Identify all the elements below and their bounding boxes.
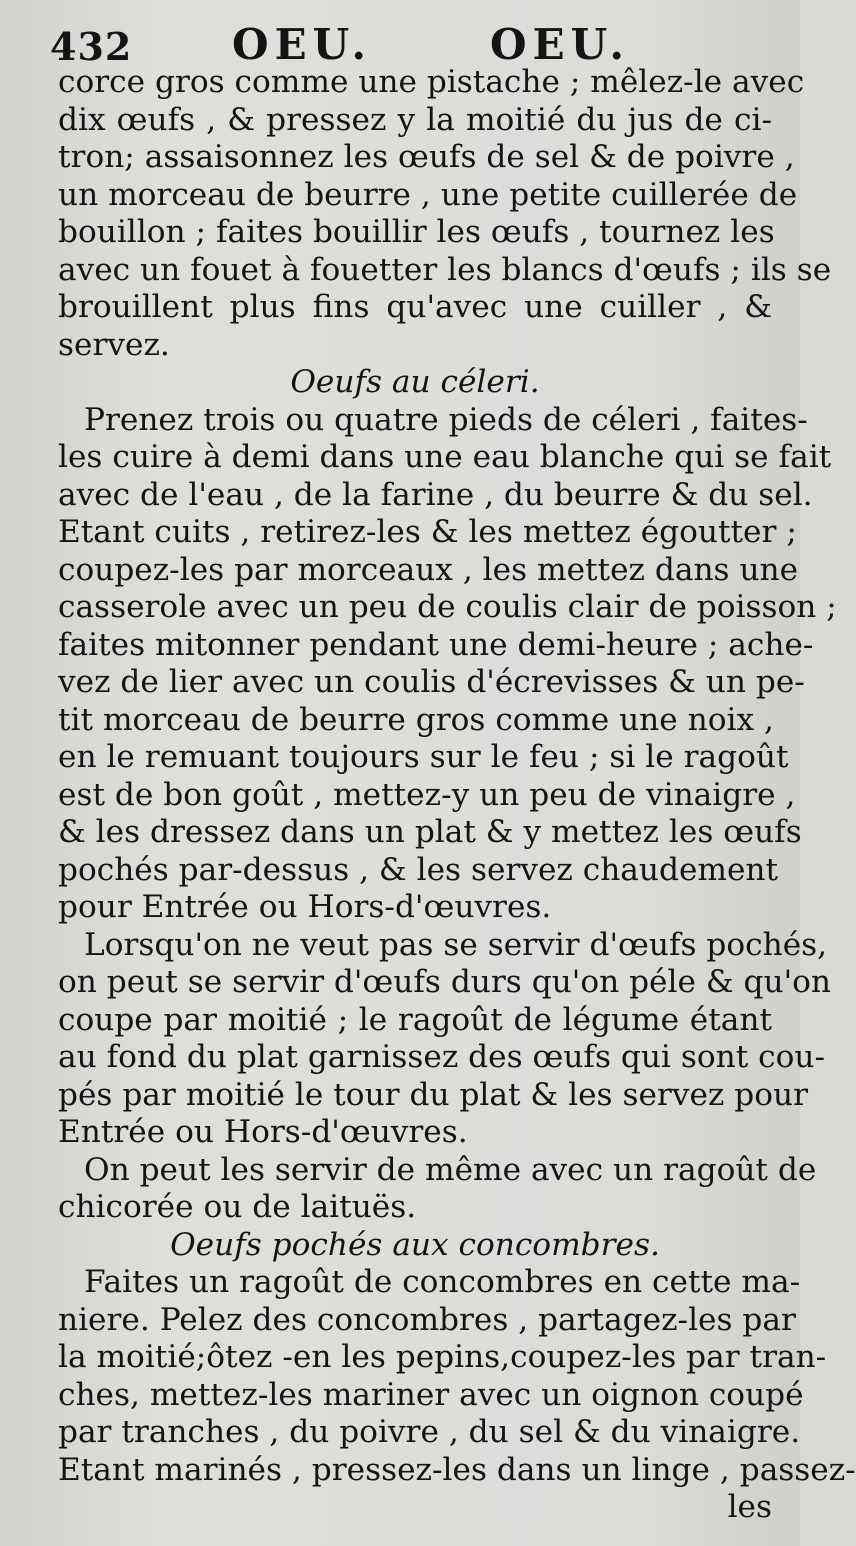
text-line: tron; assaisonnez les œufs de sel & de poivre , xyxy=(58,139,795,175)
paragraph-first-line: Prenez trois ou quatre pieds de céleri , faites- xyxy=(84,401,808,438)
text-line: avec un fouet à fouetter les blancs d'œufs ; ils se xyxy=(58,251,832,288)
text-line: en le remuant toujours sur le feu ; si le ragoût xyxy=(58,739,789,775)
text-line: niere. Pelez des concombres , partagez-les par xyxy=(58,1301,796,1338)
paragraph-first-line: On peut les servir de même avec un ragoût de xyxy=(84,1151,817,1188)
paragraph-last-line: servez. xyxy=(58,326,170,363)
text-line: bouillon ; faites bouillir les œufs , tournez les xyxy=(58,214,775,250)
text-line: faites mitonner pendant une demi-heure ; ache- xyxy=(58,626,814,663)
text-line: avec de l'eau , de la farine , du beurre & du sel. xyxy=(58,476,813,513)
section-heading: Oeufs pochés aux concombres. xyxy=(170,1226,660,1263)
text-line: coupe par moitié ; le ragoût de légume étant xyxy=(58,1001,772,1038)
text-line: la moitié;ôtez -en les pepins,coupez-les par tran- xyxy=(58,1339,827,1375)
text-line: & les dressez dans un plat & y mettez les œufs xyxy=(58,814,802,850)
paragraph-last-line: pour Entrée ou Hors-d'œuvres. xyxy=(58,889,552,925)
text-line: coupez-les par morceaux , les mettez dans une xyxy=(58,551,799,588)
text-line: un morceau de beurre , une petite cuillerée de xyxy=(58,176,798,213)
text-line: ches, mettez-les mariner avec un oignon coupé xyxy=(58,1376,804,1413)
paragraph-first-line: Lorsqu'on ne veut pas se servir d'œufs pochés, xyxy=(84,926,828,963)
paragraph-last-line: chicorée ou de laituës. xyxy=(58,1189,417,1225)
text-line: les cuire à demi dans une eau blanche qui se fait xyxy=(58,439,832,475)
running-head-right: OEU. xyxy=(490,20,630,69)
catchword: les xyxy=(727,1489,772,1525)
text-line: Etant marinés , pressez-les dans un linge , passez- xyxy=(58,1451,856,1488)
text-line: brouillent plus fins qu'avec une cuiller , & xyxy=(58,289,772,325)
text-body xyxy=(58,64,856,1527)
text-line: on peut se servir d'œufs durs qu'on péle & qu'on xyxy=(58,964,832,1000)
text-line: vez de lier avec un coulis d'écrevisses & un pe- xyxy=(58,664,805,700)
text-line: tit morceau de beurre gros comme une noix , xyxy=(58,701,774,738)
page-header xyxy=(50,10,800,69)
running-head-left: OEU. xyxy=(232,20,372,69)
text-line: pés par moitié le tour du plat & les servez pour xyxy=(58,1076,808,1113)
paragraph-last-line: Entrée ou Hors-d'œuvres. xyxy=(58,1114,468,1150)
text-line: dix œufs , & pressez y la moitié du jus de ci- xyxy=(58,101,772,138)
text-line: par tranches , du poivre , du sel & du vinaigre. xyxy=(58,1414,801,1450)
text-line: casserole avec un peu de coulis clair de poisson ; xyxy=(58,589,837,625)
text-line: est de bon goût , mettez-y un peu de vinaigre , xyxy=(58,776,796,813)
text-line: corce gros comme une pistache ; mêlez-le avec xyxy=(58,64,805,100)
paragraph-first-line: Faites un ragoût de concombres en cette ma- xyxy=(84,1264,801,1300)
page-number: 432 xyxy=(50,24,133,69)
text-line: au fond du plat garnissez des œufs qui sont cou- xyxy=(58,1039,826,1075)
section-heading: Oeufs au céleri. xyxy=(290,364,540,400)
text-line: pochés par-dessus , & les servez chaudement xyxy=(58,851,779,888)
text-line: Etant cuits , retirez-les & les mettez égoutter ; xyxy=(58,514,797,550)
